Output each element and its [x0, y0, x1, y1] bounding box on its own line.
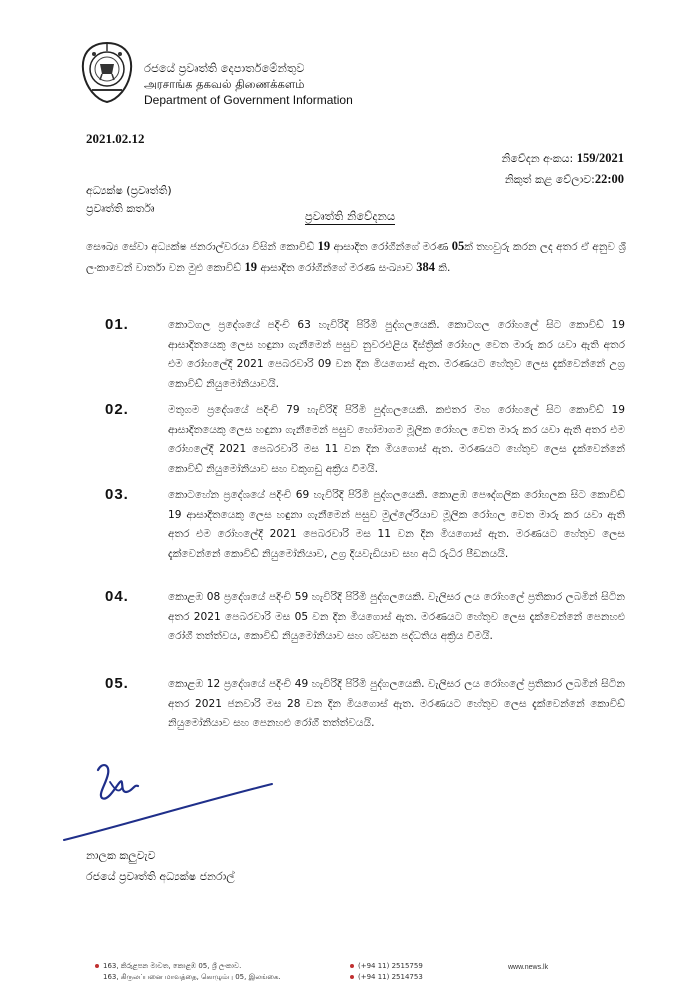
- item-number: 04.: [105, 588, 129, 605]
- dept-name-sinhala: රජයේ ප්‍රවෘත්ති දෙපාර්තමේන්තුව: [144, 61, 305, 75]
- release-info: [502, 148, 625, 190]
- signer-block: [86, 845, 235, 887]
- dept-name-tamil: அரசாங்க தகவல் திணைக்களம்: [144, 77, 305, 91]
- phone-2: (+94 11) 2514753: [358, 973, 423, 981]
- item-text: කොළඹ 08 ප්‍රදේශයේ පදිංචි 59 හැවිරිදි පිරිමි පුද්ගලයෙකි. වැලිසර ලය රෝහලේ ප්‍රතිකාර ලබමින් සිටින අතර 2021 පෙබරවාරි මස 05 වන දින මියගොස් ඇත. මරණයට හේතුව ලෙස දැක්වෙන්නේ පෙනහළු රෝගී තත්ත්වය, කොවිඩ් නියුමෝනියාව සහ ශ්වසන පද්ධතිය අක්‍රිය වීමයි.: [168, 591, 625, 642]
- death-report-item: [105, 486, 625, 564]
- fax-icon: [350, 975, 354, 979]
- intro-text-3: ක් තහවුරු කරන ලද අතර ඒ අනුව ශ්‍රී ලංකාවෙන් වාර්තා වන මුළු කොවිඩ්: [86, 241, 626, 274]
- death-report-item: [105, 675, 625, 734]
- intro-text-2: ආසාදිත රෝගීන්ගේ මරණ: [330, 241, 452, 253]
- release-number: [502, 148, 625, 169]
- item-text: මතුගම ප්‍රදේශයේ පදිංචි 79 හැවිරිදි පිරිමි පුද්ගලයෙකි. කළුතර මහ රෝහලේ සිට කොවිඩ් 19 ආසාදිතයෙකු ලෙස හඳුනා ගැනීමෙන් පසුව හෝමාගම මූලික රෝහල වෙත මාරු කර යවා ඇති අතර එම රෝහලේදී 2021 පෙබරවාරි මස 11 වන දින මියගොස් ඇත. මරණයට හේතුව ලෙස දැක්වෙන්නේ කොවිඩ් නියුමෝනියාව සහ වකුගඩු අක්‍රිය වීමයි.: [168, 404, 625, 475]
- footer-website: www.news.lk: [508, 964, 549, 971]
- handwritten-signature: [50, 758, 300, 858]
- item-text: කොටහේන ප්‍රදේශයේ පදිංචි 69 හැවිරිදි පිරිමි පුද්ගලයෙකි. කොළඹ පෞද්ගලික රෝහලක සිට කොවිඩ් 19 ආසාදිතයෙකු ලෙස හඳුනා ගැනීමෙන් පසුව මුල්ලේරියාව මූලික රෝහල වෙත මාරු කර යවා ඇති අතර එම රෝහලේදී 2021 පෙබරවාරි මස 11 වන දින මියගොස් ඇත. මරණයට හේතුව ලෙස දැක්වෙන්නේ කොවිඩ් නියුමෝනියාව, උග්‍ර දියවැඩියාව සහ අධි රුධිර පීඩනයයි.: [168, 489, 625, 560]
- item-number: 03.: [105, 486, 129, 503]
- death-report-item: [105, 316, 625, 394]
- intro-num-2: 05: [451, 239, 465, 253]
- death-report-item: [105, 588, 625, 647]
- intro-paragraph: [86, 237, 626, 278]
- item-number: 01.: [105, 316, 129, 333]
- release-number-label: නිවේදන අංකය:: [501, 152, 574, 165]
- item-number: 05.: [105, 675, 129, 692]
- release-number-value: 159/2021: [576, 151, 624, 165]
- item-text: කොටගල ප්‍රදේශයේ පදිංචි 63 හැවිරිදි පිරිමි පුද්ගලයෙකි. කොටගල රෝහලේ සිට කොවිඩ් 19 ආසාදිතයෙකු ලෙස හඳුනා ගැනීමෙන් පසුව නුවරඑළිය දිස්ත්‍රික් රෝහල වෙත මාරු කර යවා ඇති අතර එම රෝහලේදී 2021 පෙබරවාරි 09 වන දින මියගොස් ඇත. මරණයට හේතුව ලෙස දැක්වෙන්නේ උග්‍ර කොවිඩ් නියුමෝනියාවයි.: [168, 319, 625, 390]
- intro-text-5: කි.: [435, 261, 451, 274]
- phone-1: (+94 11) 2515759: [358, 962, 423, 970]
- location-icon: [95, 964, 99, 968]
- phone-icon: [350, 964, 354, 968]
- release-time: [502, 169, 625, 190]
- signer-title: රජයේ ප්‍රවෘත්ති අධ්‍යක්ෂ ජනරාල්: [86, 870, 235, 883]
- dept-name-english: Department of Government Information: [144, 93, 353, 107]
- footer-phones: [350, 961, 423, 983]
- heading-text: ප්‍රවෘත්ති නිවේදනය: [304, 209, 396, 223]
- intro-text-1: සෞඛ්‍ය සේවා අධ්‍යක්ෂ ජනරාල්වරයා විසින් කොවිඩ්: [86, 241, 318, 253]
- signer-name: නාලක කලුවැව: [86, 849, 156, 862]
- addressee-line-1: අධ්‍යක්ෂ (ප්‍රවෘත්ති): [86, 184, 172, 197]
- intro-num-1: 19: [317, 239, 331, 253]
- item-number: 02.: [105, 401, 129, 418]
- death-report-item: [105, 401, 625, 479]
- item-text: කොළඹ 12 ප්‍රදේශයේ පදිංචි 49 හැවිරිදි පිරිමි පුද්ගලයෙකි. වැලිසර ලය රෝහලේ ප්‍රතිකාර ලබමින් සිටින අතර 2021 ජනවාරි මස 28 වන දින මියගොස් ඇත. මරණයට හේතුව ලෙස දැක්වෙන්නේ කොවිඩ් නියුමෝනියාව සහ පෙනහළු රෝගී තත්ත්වයයි.: [168, 678, 625, 729]
- footer: [0, 955, 700, 989]
- intro-text-4: ආසාදිත රෝගීන්ගේ මරණ සංඛ්‍යාව: [257, 261, 417, 274]
- government-emblem-icon: [78, 40, 136, 104]
- address-line-2: 163, கிருலப்பனை மாவத்தை, கொழும்பு 05, இலங்கை.: [103, 973, 281, 981]
- addressee-line-2: ප්‍රවෘත්ති කර්තෘ: [86, 202, 155, 215]
- department-name: [144, 60, 353, 108]
- intro-num-3: 19: [244, 259, 257, 274]
- release-time-label: නිකුත් කළ වේලාව:: [504, 173, 595, 186]
- intro-num-4: 384: [416, 259, 435, 274]
- release-time-value: 22:00: [594, 172, 624, 186]
- footer-address: [95, 961, 281, 983]
- address-line-1: 163, කිරුළපන මාවත, කොළඹ 05, ශ්‍රී ලංකාව.: [103, 962, 242, 970]
- release-date: 2021.02.12: [86, 131, 145, 146]
- document-heading: [0, 209, 700, 224]
